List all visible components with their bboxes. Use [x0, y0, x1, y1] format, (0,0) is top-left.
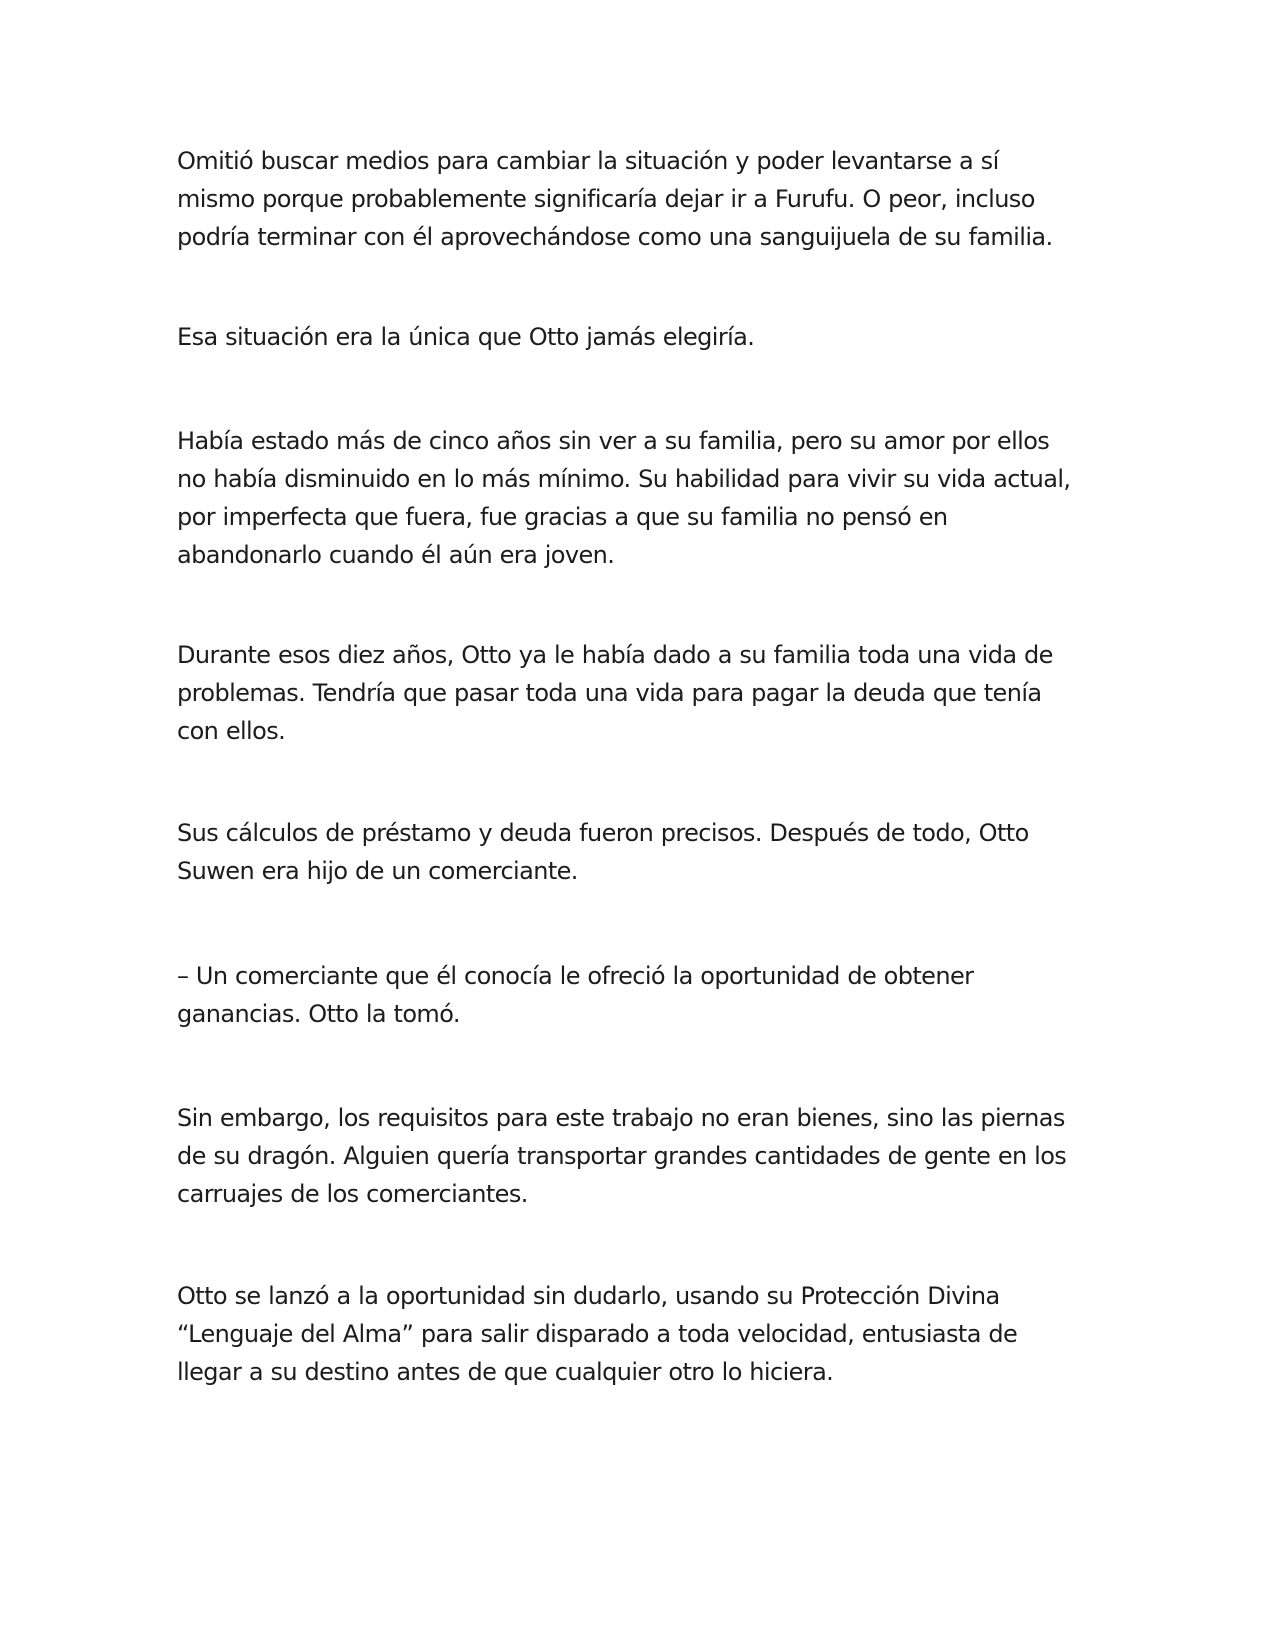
paragraph-5: Sus cálculos de préstamo y deuda fueron precisos. Después de todo, Otto Suwen era hijo de un comerciante.: [177, 819, 1029, 885]
paragraph-4: Durante esos diez años, Otto ya le había dado a su familia toda una vida de problemas. Tendría que pasar toda una vida para pagar la deuda que tenía con ellos.: [177, 641, 1053, 745]
paragraph-2: Esa situación era la única que Otto jamás elegiría.: [177, 323, 755, 351]
paragraph-1: Omitió buscar medios para cambiar la situación y poder levantarse a sí mismo porque probablemente significaría dejar ir a Furufu. O peor, incluso podría terminar con él aprovechándose como una sanguijuela de su familia.: [177, 147, 1053, 251]
paragraph-3: Había estado más de cinco años sin ver a su familia, pero su amor por ellos no había disminuido en lo más mínimo. Su habilidad para vivir su vida actual, por imperfecta que fuera, fue gracias a que su familia no pensó en abandonarlo cuando él aún era joven.: [177, 427, 1071, 569]
paragraph-7: Sin embargo, los requisitos para este trabajo no eran bienes, sino las piernas de su dragón. Alguien quería transportar grandes cantidades de gente en los carruajes de los comerciantes.: [177, 1104, 1067, 1208]
paragraph-8: Otto se lanzó a la oportunidad sin dudarlo, usando su Protección Divina “Lenguaje del Alma” para salir disparado a toda velocidad, entusiasta de llegar a su destino antes de que cualquier otro lo hiciera.: [177, 1282, 1018, 1386]
paragraph-6: – Un comerciante que él conocía le ofreció la oportunidad de obtener ganancias. Otto la tomó.: [177, 962, 974, 1028]
